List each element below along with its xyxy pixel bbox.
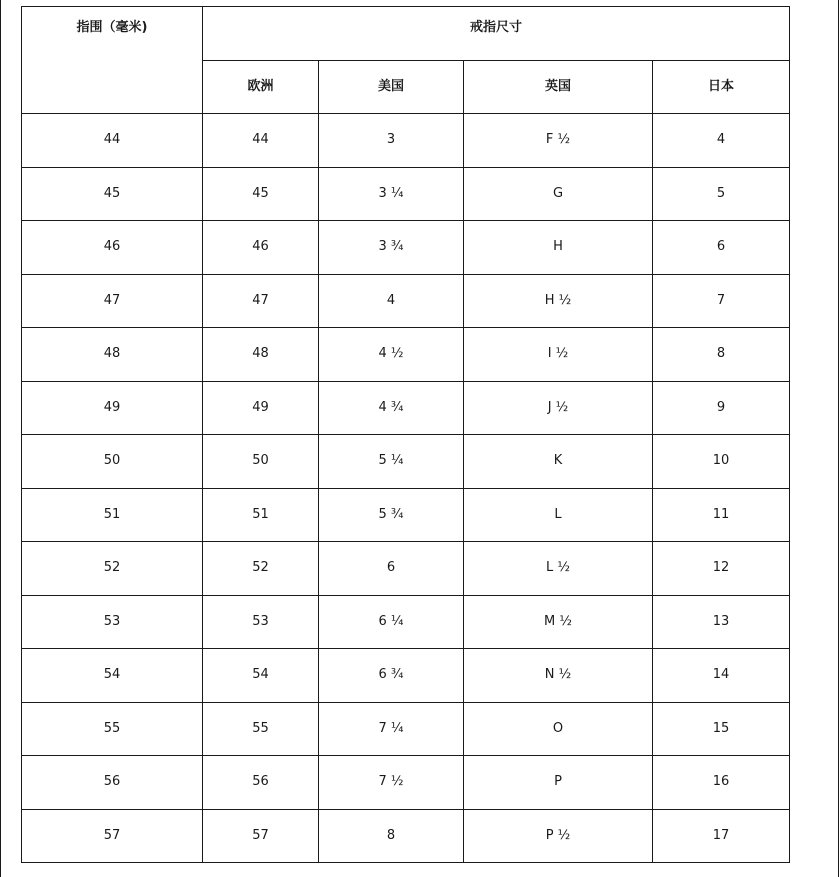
column-header-jp: 日本 [653,60,790,114]
cell-jp: 5 [653,167,790,221]
cell-eu: 49 [203,381,319,435]
cell-jp: 4 [653,114,790,168]
table-row [22,809,790,863]
table-row [22,649,790,703]
cell-jp: 9 [653,381,790,435]
cell-circumference: 47 [22,274,203,328]
table-row [22,328,790,382]
cell-jp: 10 [653,435,790,489]
cell-us: 3 ¼ [319,167,464,221]
cell-eu: 44 [203,114,319,168]
cell-uk: I ½ [464,328,653,382]
cell-circumference: 52 [22,542,203,596]
cell-jp: 12 [653,542,790,596]
right-border-line [838,0,839,877]
cell-eu: 50 [203,435,319,489]
table-row [22,221,790,275]
cell-circumference: 44 [22,114,203,168]
cell-us: 3 [319,114,464,168]
cell-circumference: 46 [22,221,203,275]
cell-us: 7 ½ [319,756,464,810]
cell-uk: M ½ [464,595,653,649]
cell-jp: 6 [653,221,790,275]
cell-uk: P [464,756,653,810]
column-header-ring-size: 戒指尺寸 [203,7,790,61]
cell-us: 6 [319,542,464,596]
cell-us: 5 ¾ [319,488,464,542]
table-row [22,274,790,328]
cell-us: 3 ¾ [319,221,464,275]
ring-size-table [21,6,790,863]
cell-us: 8 [319,809,464,863]
cell-uk: H ½ [464,274,653,328]
table-body [22,114,790,863]
cell-us: 7 ¼ [319,702,464,756]
cell-eu: 57 [203,809,319,863]
table-row [22,381,790,435]
cell-circumference: 49 [22,381,203,435]
cell-jp: 15 [653,702,790,756]
cell-jp: 8 [653,328,790,382]
cell-us: 4 ½ [319,328,464,382]
cell-eu: 51 [203,488,319,542]
cell-us: 4 ¾ [319,381,464,435]
cell-circumference: 56 [22,756,203,810]
cell-circumference: 57 [22,809,203,863]
cell-uk: K [464,435,653,489]
cell-us: 6 ¾ [319,649,464,703]
cell-us: 5 ¼ [319,435,464,489]
cell-eu: 45 [203,167,319,221]
cell-eu: 53 [203,595,319,649]
table-row [22,595,790,649]
cell-circumference: 51 [22,488,203,542]
cell-uk: L [464,488,653,542]
cell-jp: 14 [653,649,790,703]
cell-circumference: 50 [22,435,203,489]
cell-uk: F ½ [464,114,653,168]
cell-eu: 47 [203,274,319,328]
table-row [22,167,790,221]
cell-circumference: 53 [22,595,203,649]
cell-circumference: 54 [22,649,203,703]
cell-eu: 55 [203,702,319,756]
cell-us: 6 ¼ [319,595,464,649]
table-header-row-1 [22,7,790,61]
cell-circumference: 55 [22,702,203,756]
table-row [22,756,790,810]
cell-jp: 13 [653,595,790,649]
cell-circumference: 45 [22,167,203,221]
cell-eu: 48 [203,328,319,382]
table-row [22,435,790,489]
cell-jp: 7 [653,274,790,328]
cell-uk: L ½ [464,542,653,596]
cell-uk: H [464,221,653,275]
cell-uk: G [464,167,653,221]
column-header-finger-circumference: 指围（毫米) [22,7,203,114]
cell-jp: 17 [653,809,790,863]
cell-uk: J ½ [464,381,653,435]
column-header-uk: 英国 [464,60,653,114]
cell-eu: 56 [203,756,319,810]
left-border-line [0,0,1,877]
column-header-us: 美国 [319,60,464,114]
table-row [22,488,790,542]
cell-uk: N ½ [464,649,653,703]
cell-eu: 52 [203,542,319,596]
cell-jp: 16 [653,756,790,810]
cell-circumference: 48 [22,328,203,382]
cell-eu: 54 [203,649,319,703]
cell-jp: 11 [653,488,790,542]
cell-us: 4 [319,274,464,328]
cell-eu: 46 [203,221,319,275]
column-header-eu: 欧洲 [203,60,319,114]
table-row [22,114,790,168]
table-row [22,542,790,596]
cell-uk: P ½ [464,809,653,863]
table-row [22,702,790,756]
cell-uk: O [464,702,653,756]
